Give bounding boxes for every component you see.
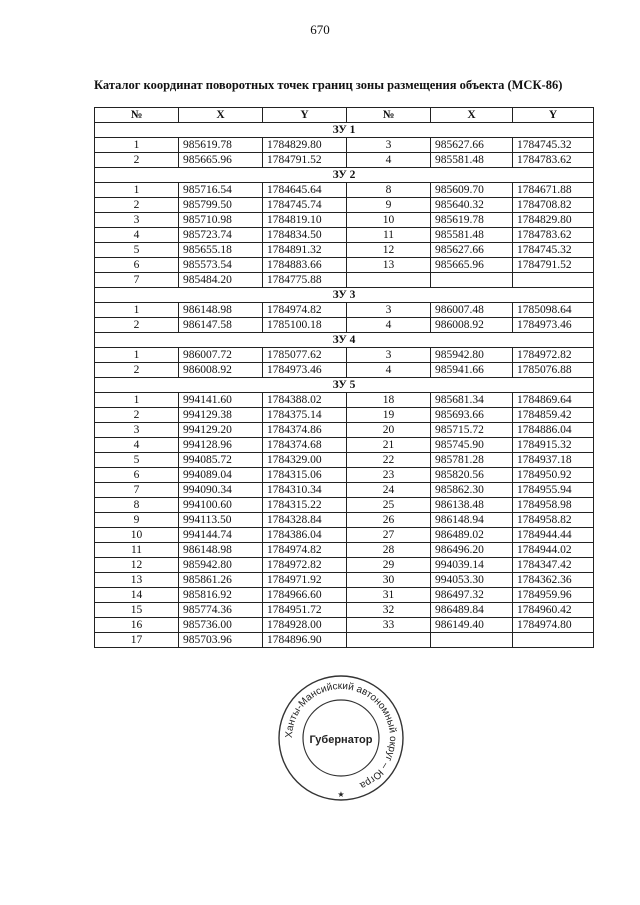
x-cell: 985736.00 [179,618,263,633]
point-number-cell: 7 [95,273,179,288]
x-cell: 994129.20 [179,423,263,438]
table-row [95,243,594,258]
point-number-cell: 30 [347,573,431,588]
y-cell: 1785076.88 [513,363,594,378]
point-number-cell: 6 [95,468,179,483]
x-cell: 985573.54 [179,258,263,273]
y-cell: 1785077.62 [263,348,347,363]
x-cell: 986148.98 [179,303,263,318]
y-cell: 1784645.64 [263,183,347,198]
table-row [95,498,594,513]
stamp-center-text: Губернатор [309,734,373,746]
x-cell: 994141.60 [179,393,263,408]
point-number-cell: 26 [347,513,431,528]
y-cell: 1784829.80 [513,213,594,228]
table-row [95,603,594,618]
x-cell: 985627.66 [431,243,513,258]
y-cell: 1784960.42 [513,603,594,618]
x-cell: 986496.20 [431,543,513,558]
point-number-cell: 1 [95,303,179,318]
x-cell: 986497.32 [431,588,513,603]
point-number-cell: 2 [95,318,179,333]
point-number-cell: 4 [95,228,179,243]
y-cell: 1784388.02 [263,393,347,408]
group-row [95,168,594,183]
x-cell: 985484.20 [179,273,263,288]
x-cell: 986489.02 [431,528,513,543]
x-cell [431,633,513,648]
group-row [95,288,594,303]
y-cell: 1784971.92 [263,573,347,588]
point-number-cell: 13 [95,573,179,588]
point-number-cell: 1 [95,348,179,363]
x-cell: 986008.92 [431,318,513,333]
page-number: 670 [310,22,330,37]
group-label: ЗУ 1 [95,123,594,138]
point-number-cell: 12 [95,558,179,573]
table-row [95,423,594,438]
point-number-cell: 1 [95,393,179,408]
y-cell: 1784973.46 [263,363,347,378]
point-number-cell: 29 [347,558,431,573]
table-row [95,138,594,153]
table-row [95,348,594,363]
point-number-cell: 12 [347,243,431,258]
table-row [95,408,594,423]
point-number-cell: 10 [95,528,179,543]
x-cell: 986007.72 [179,348,263,363]
point-number-cell: 31 [347,588,431,603]
y-cell: 1784315.06 [263,468,347,483]
table-row [95,363,594,378]
y-cell: 1784745.32 [513,243,594,258]
x-cell: 986007.48 [431,303,513,318]
x-cell: 994089.04 [179,468,263,483]
point-number-cell: 10 [347,213,431,228]
point-number-cell: 25 [347,498,431,513]
y-cell: 1784375.14 [263,408,347,423]
group-row [95,378,594,393]
table-row [95,528,594,543]
y-cell: 1784775.88 [263,273,347,288]
y-cell: 1784972.82 [513,348,594,363]
point-number-cell: 5 [95,243,179,258]
x-cell: 994090.34 [179,483,263,498]
point-number-cell: 11 [95,543,179,558]
y-cell: 1784869.64 [513,393,594,408]
table-row [95,228,594,243]
x-cell: 994085.72 [179,453,263,468]
x-cell: 985816.92 [179,588,263,603]
x-cell: 986138.48 [431,498,513,513]
y-cell: 1784944.02 [513,543,594,558]
y-cell: 1784974.82 [263,543,347,558]
document-title: Каталог координат поворотных точек границ зоны размещения объекта (МСК-86) [94,78,563,92]
header-x: X [179,108,263,123]
x-cell: 985581.48 [431,153,513,168]
y-cell: 1784959.96 [513,588,594,603]
x-cell: 985681.34 [431,393,513,408]
point-number-cell: 18 [347,393,431,408]
y-cell: 1784915.32 [513,438,594,453]
table-row [95,618,594,633]
point-number-cell: 4 [347,153,431,168]
point-number-cell: 32 [347,603,431,618]
governor-stamp [276,673,406,803]
x-cell: 985861.26 [179,573,263,588]
point-number-cell: 16 [95,618,179,633]
y-cell: 1784374.68 [263,438,347,453]
x-cell: 994128.96 [179,438,263,453]
header-y: Y [513,108,594,123]
table-row [95,318,594,333]
y-cell: 1784891.32 [263,243,347,258]
point-number-cell: 1 [95,138,179,153]
x-cell: 985942.80 [431,348,513,363]
x-cell: 985942.80 [179,558,263,573]
stamp-ring-textpath: Ханты-Мансийский автономный округ – Югра [283,680,399,791]
point-number-cell: 28 [347,543,431,558]
y-cell: 1785100.18 [263,318,347,333]
y-cell: 1784671.88 [513,183,594,198]
y-cell: 1784374.86 [263,423,347,438]
group-label: ЗУ 2 [95,168,594,183]
y-cell: 1784859.42 [513,408,594,423]
y-cell: 1784310.34 [263,483,347,498]
y-cell: 1784315.22 [263,498,347,513]
point-number-cell: 27 [347,528,431,543]
point-number-cell: 6 [95,258,179,273]
x-cell: 985710.98 [179,213,263,228]
table-row [95,258,594,273]
point-number-cell: 9 [347,198,431,213]
point-number-cell: 1 [95,183,179,198]
y-cell: 1784745.74 [263,198,347,213]
x-cell: 985941.66 [431,363,513,378]
y-cell: 1784974.82 [263,303,347,318]
group-label: ЗУ 4 [95,333,594,348]
x-cell: 985581.48 [431,228,513,243]
x-cell: 985619.78 [179,138,263,153]
y-cell: 1784950.92 [513,468,594,483]
table-row [95,393,594,408]
y-cell: 1784745.32 [513,138,594,153]
x-cell: 994100.60 [179,498,263,513]
x-cell: 986149.40 [431,618,513,633]
x-cell: 986148.94 [431,513,513,528]
point-number-cell: 14 [95,588,179,603]
group-label: ЗУ 3 [95,288,594,303]
header-row [95,108,594,123]
y-cell: 1784951.72 [263,603,347,618]
point-number-cell: 21 [347,438,431,453]
group-row [95,123,594,138]
point-number-cell: 3 [95,213,179,228]
table-row [95,198,594,213]
x-cell: 985774.36 [179,603,263,618]
point-number-cell: 22 [347,453,431,468]
x-cell: 985703.96 [179,633,263,648]
y-cell: 1784955.94 [513,483,594,498]
x-cell: 985665.96 [179,153,263,168]
y-cell: 1784972.82 [263,558,347,573]
y-cell: 1784791.52 [263,153,347,168]
x-cell: 986148.98 [179,543,263,558]
table-row [95,633,594,648]
point-number-cell: 19 [347,408,431,423]
table-row [95,483,594,498]
x-cell: 985723.74 [179,228,263,243]
table-row [95,453,594,468]
table-row [95,468,594,483]
y-cell: 1784886.04 [513,423,594,438]
x-cell: 985781.28 [431,453,513,468]
x-cell: 985627.66 [431,138,513,153]
y-cell: 1784974.80 [513,618,594,633]
x-cell: 985609.70 [431,183,513,198]
point-number-cell: 3 [347,138,431,153]
y-cell: 1784791.52 [513,258,594,273]
x-cell: 985715.72 [431,423,513,438]
point-number-cell: 2 [95,198,179,213]
y-cell: 1784819.10 [263,213,347,228]
point-number-cell: 13 [347,258,431,273]
group-label: ЗУ 5 [95,378,594,393]
table-row [95,303,594,318]
header-y: Y [263,108,347,123]
x-cell: 985799.50 [179,198,263,213]
stamp-star-icon: ★ [337,790,345,799]
point-number-cell: 9 [95,513,179,528]
y-cell [513,633,594,648]
point-number-cell: 3 [347,348,431,363]
y-cell: 1784883.66 [263,258,347,273]
x-cell: 994129.38 [179,408,263,423]
y-cell: 1784328.84 [263,513,347,528]
x-cell: 985640.32 [431,198,513,213]
table-row [95,153,594,168]
table-row [95,273,594,288]
x-cell: 985619.78 [431,213,513,228]
x-cell: 986489.84 [431,603,513,618]
y-cell: 1784783.62 [513,228,594,243]
point-number-cell: 11 [347,228,431,243]
header-num: № [347,108,431,123]
point-number-cell: 23 [347,468,431,483]
point-number-cell: 3 [347,303,431,318]
table-row [95,183,594,198]
point-number-cell: 4 [95,438,179,453]
y-cell: 1784347.42 [513,558,594,573]
x-cell [431,273,513,288]
y-cell: 1784958.98 [513,498,594,513]
point-number-cell: 24 [347,483,431,498]
group-row [95,333,594,348]
x-cell: 985665.96 [431,258,513,273]
table-body [95,123,594,648]
y-cell: 1784329.00 [263,453,347,468]
point-number-cell: 2 [95,363,179,378]
x-cell: 986147.58 [179,318,263,333]
point-number-cell: 3 [95,423,179,438]
point-number-cell: 15 [95,603,179,618]
point-number-cell: 7 [95,483,179,498]
point-number-cell [347,273,431,288]
point-number-cell: 2 [95,153,179,168]
x-cell: 985655.18 [179,243,263,258]
coordinates-table [94,107,594,648]
point-number-cell: 20 [347,423,431,438]
y-cell: 1784834.50 [263,228,347,243]
y-cell: 1784829.80 [263,138,347,153]
y-cell: 1784928.00 [263,618,347,633]
y-cell: 1784944.44 [513,528,594,543]
table-row [95,213,594,228]
y-cell: 1784966.60 [263,588,347,603]
point-number-cell: 2 [95,408,179,423]
x-cell: 985745.90 [431,438,513,453]
x-cell: 994113.50 [179,513,263,528]
header-x: X [431,108,513,123]
table-row [95,513,594,528]
y-cell: 1784958.82 [513,513,594,528]
x-cell: 985820.56 [431,468,513,483]
x-cell: 985693.66 [431,408,513,423]
point-number-cell: 8 [347,183,431,198]
point-number-cell: 17 [95,633,179,648]
table-row [95,558,594,573]
point-number-cell: 4 [347,318,431,333]
x-cell: 994053.30 [431,573,513,588]
y-cell [513,273,594,288]
point-number-cell [347,633,431,648]
point-number-cell: 5 [95,453,179,468]
table-row [95,573,594,588]
header-num: № [95,108,179,123]
y-cell: 1784708.82 [513,198,594,213]
y-cell: 1784783.62 [513,153,594,168]
x-cell: 985716.54 [179,183,263,198]
point-number-cell: 4 [347,363,431,378]
y-cell: 1784896.90 [263,633,347,648]
x-cell: 994039.14 [431,558,513,573]
table-row [95,588,594,603]
y-cell: 1784937.18 [513,453,594,468]
table-row [95,438,594,453]
point-number-cell: 8 [95,498,179,513]
y-cell: 1784386.04 [263,528,347,543]
table-row [95,543,594,558]
y-cell: 1784362.36 [513,573,594,588]
point-number-cell: 33 [347,618,431,633]
x-cell: 985862.30 [431,483,513,498]
y-cell: 1784973.46 [513,318,594,333]
x-cell: 994144.74 [179,528,263,543]
y-cell: 1785098.64 [513,303,594,318]
x-cell: 986008.92 [179,363,263,378]
